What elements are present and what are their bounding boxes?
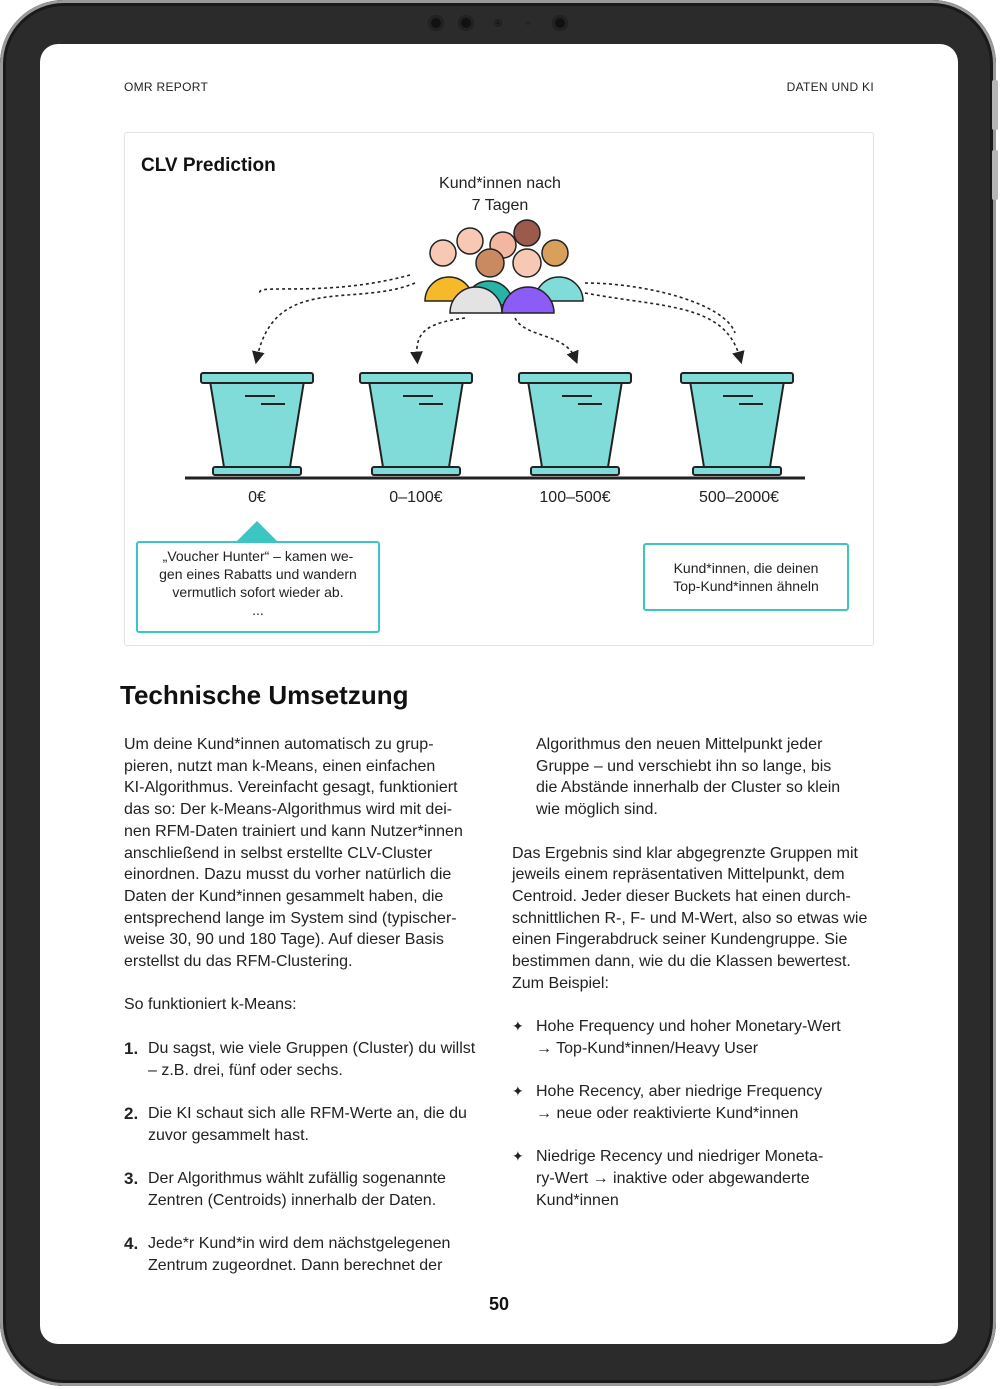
sparkle-bullet-icon: ✦: [512, 1148, 524, 1165]
callout-line: „Voucher Hunter“ – kamen we-: [162, 548, 354, 564]
text-line: das so: Der k-Means-Algorithmus wird mit dei-: [124, 801, 453, 819]
text-line: Hohe Recency, aber niedrige Frequency: [536, 1083, 823, 1101]
text-line: pieren, nutzt man k-Means, einen einfachen: [124, 757, 436, 775]
text-line: Zentren (Centroids) innerhalb der Daten.: [148, 1191, 437, 1209]
bucket-label-1: 0–100€: [389, 489, 443, 506]
crowd-label-line: Kund*innen nach: [439, 175, 561, 192]
page-number: 50: [488, 1294, 510, 1314]
sensor-dot-icon: [526, 21, 530, 25]
sparkle-bullet-icon: ✦: [512, 1083, 524, 1100]
left-column: [124, 734, 494, 1277]
text-line: Algorithmus den neuen Mittelpunkt jeder: [536, 736, 823, 753]
text-line: Du sagst, wie viele Gruppen (Cluster) du willst: [148, 1039, 476, 1057]
text-line: Zentrum zugeordnet. Dann berechnet der: [148, 1256, 443, 1274]
right-column: [512, 734, 882, 1211]
callout-line: Top-Kund*innen ähneln: [673, 578, 819, 594]
paragraph: So funktioniert k-Means:: [124, 996, 297, 1014]
callout-line: ...: [252, 602, 264, 618]
bucket-1-icon: [360, 373, 472, 475]
paragraph: [124, 734, 494, 973]
bucket-2-icon: [519, 373, 631, 475]
text-line: ry-Wert → inaktive oder abgewanderte: [536, 1170, 810, 1187]
list-item: [124, 1233, 494, 1276]
sensor-icon: [428, 15, 444, 31]
list-number: 2.: [124, 1103, 139, 1123]
text-line: schnittlichen R-, F- und M-Wert, also so etwas wie: [512, 909, 868, 927]
list-item: [512, 1016, 882, 1059]
text-line: einordnen. Dazu musst du vorher natürlich die: [124, 866, 452, 884]
text-line: → Top-Kund*innen/Heavy User: [536, 1039, 759, 1057]
text-line: nen RFM-Daten trainiert und kann Nutzer*innen: [124, 822, 463, 840]
volume-button: [992, 150, 998, 200]
volume-button: [992, 80, 998, 130]
bucket-label-2: 100–500€: [539, 489, 611, 506]
paragraph: [512, 734, 882, 821]
arrow-3b: [585, 283, 735, 333]
text-line: anschließend in selbst erstellte CLV-Cluster: [124, 844, 433, 862]
text-line: zuvor gesammelt hast.: [148, 1126, 309, 1144]
section-title: Technische Umsetzung: [120, 680, 409, 710]
list-item: [124, 1103, 494, 1146]
arrow-1: [417, 318, 465, 358]
arrow-2: [515, 318, 575, 358]
text-line: KI-Algorithmus. Vereinfacht gesagt, funktioniert: [124, 779, 458, 797]
crowd-label: [395, 173, 605, 217]
arrow-0b: [260, 275, 410, 293]
text-line: → neue oder reaktivierte Kund*innen: [536, 1104, 799, 1122]
text-line: Hohe Frequency und hoher Monetary-Wert: [536, 1018, 841, 1036]
camera-icon: [494, 19, 502, 27]
text-line: Kund*innen: [536, 1191, 619, 1209]
text-line: Daten der Kund*innen gesammelt haben, die: [124, 887, 444, 905]
header-right: DATEN UND KI: [786, 80, 874, 94]
bucket-3-icon: [681, 373, 793, 475]
figure-title: CLV Prediction: [141, 155, 276, 176]
text-line: Centroid. Jeder dieser Buckets hat einen durch-: [512, 887, 851, 905]
camera-bar: [420, 12, 580, 34]
customer-crowd-icon: [425, 220, 583, 313]
text-line: erstellst du das RFM-Clustering.: [124, 953, 353, 971]
callout-left: [136, 541, 380, 633]
text-line: Um deine Kund*innen automatisch zu grup-: [124, 736, 434, 753]
text-line: weise 30, 90 und 180 Tage). Auf dieser Basis: [124, 931, 444, 949]
list-number: 1.: [124, 1038, 139, 1058]
text-line: Niedrige Recency und niedriger Moneta-: [536, 1148, 824, 1166]
sensor-icon: [458, 15, 474, 31]
arrow-0: [257, 283, 415, 358]
callout-line: Kund*innen, die deinen: [673, 560, 819, 576]
clv-figure: [124, 132, 874, 646]
text-line: einen Fingerabdruck seiner Kundengruppe. Sie: [512, 931, 848, 949]
list-item: [124, 1168, 494, 1211]
callout-right: [643, 543, 849, 611]
text-line: die Abstände innerhalb der Cluster so klein: [536, 779, 841, 797]
sparkle-bullet-icon: ✦: [512, 1018, 524, 1035]
callout-line: gen eines Rabatts und wandern: [159, 566, 357, 582]
callout-line: vermutlich sofort wieder ab.: [172, 584, 344, 600]
screen: [40, 44, 958, 1344]
paragraph: [512, 843, 882, 995]
text-line: Das Ergebnis sind klar abgegrenzte Gruppen mit: [512, 844, 858, 862]
text-line: Der Algorithmus wählt zufällig sogenannte: [148, 1170, 446, 1187]
sensor-icon: [552, 15, 568, 31]
text-line: Jede*r Kund*in wird dem nächstgelegenen: [148, 1235, 451, 1253]
text-line: jeweils einem repräsentativen Mittelpunkt, dem: [512, 866, 845, 884]
list-item: [512, 1081, 882, 1124]
text-line: wie möglich sind.: [536, 801, 658, 819]
bucket-label-0: 0€: [248, 489, 266, 506]
bucket-label-3: 500–2000€: [698, 489, 780, 506]
list-item: [124, 1038, 494, 1081]
crowd-label-line: 7 Tagen: [471, 197, 529, 214]
list-number: 4.: [124, 1234, 139, 1254]
callout-pointer-left: [237, 521, 277, 541]
text-line: – z.B. drei, fünf oder sechs.: [148, 1061, 343, 1079]
list-item: [512, 1146, 882, 1211]
arrow-3: [585, 293, 740, 358]
text-line: Die KI schaut sich alle RFM-Werte an, die du: [148, 1104, 467, 1122]
header-left: OMR REPORT: [124, 80, 209, 94]
list-number: 3.: [124, 1169, 139, 1188]
text-line: bestimmen dann, wie du die Klassen bewertest.: [512, 953, 851, 971]
bucket-0-icon: [201, 373, 313, 475]
text-line: Zum Beispiel:: [512, 974, 609, 992]
text-line: entsprechend lange im System sind (typischer-: [124, 909, 457, 927]
text-line: Gruppe – und verschiebt ihn so lange, bis: [536, 757, 832, 775]
